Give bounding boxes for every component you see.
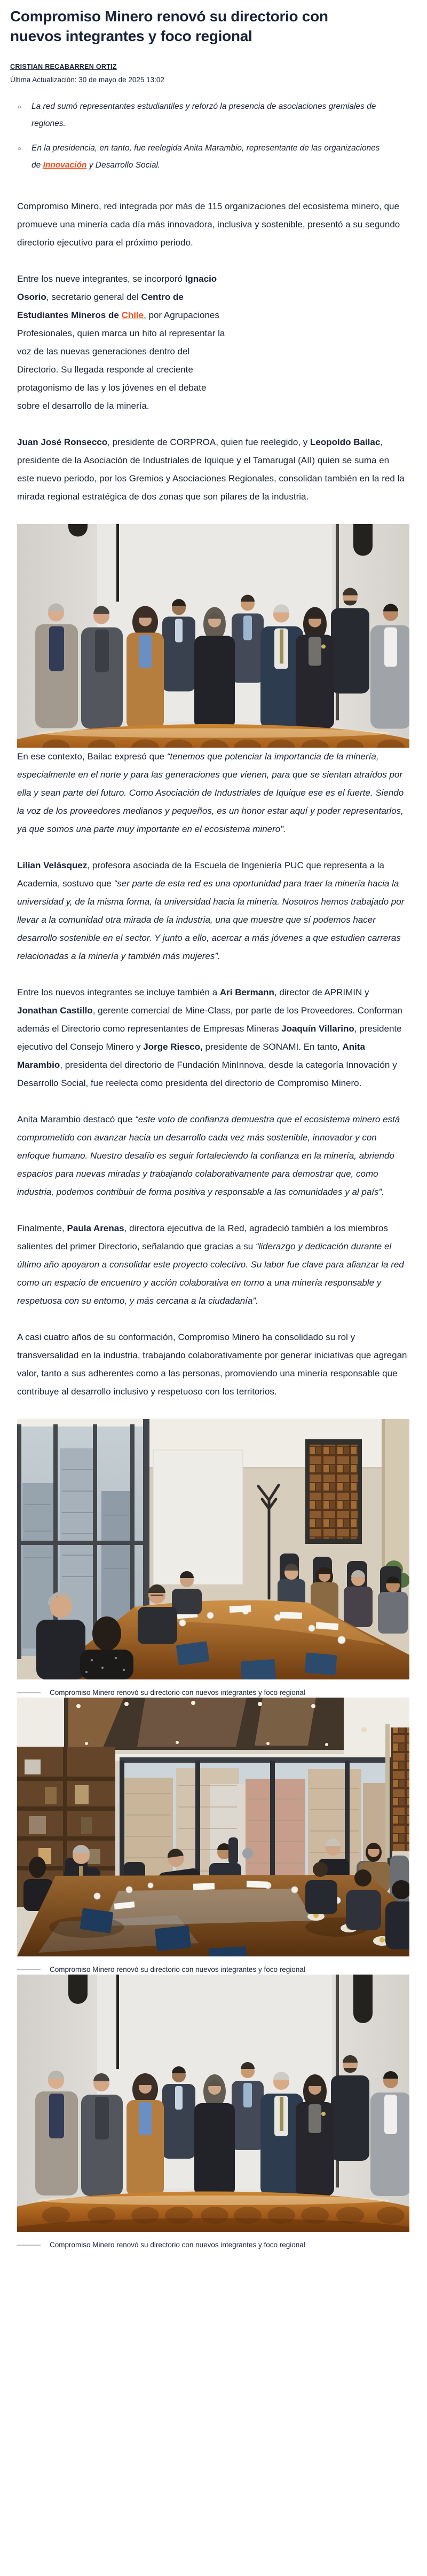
paragraph: Juan José Ronsecco, presidente de CORPROA, quien fue reelegido, y Leopoldo Bailac, presidente de la Asociación de Industriales de Iquique y el Tamarugal (AII) quien se suma en este nuevo periodo, por los Gremios y Asociaciones Regionales, consolidan también en la red la mirada regional estratégica de dos zonas que son pilares de la industria.	[17, 437, 405, 502]
page-title: Compromiso Minero renovó su directorio con nuevos integrantes y foco regional	[10, 8, 328, 44]
city-windows	[120, 1757, 392, 1885]
group-portrait-illustration	[17, 524, 409, 748]
boardroom-meeting-illustration	[17, 1419, 409, 1679]
chile-link[interactable]: Chile	[121, 310, 144, 320]
paragraph: Entre los nueve integrantes, se incorporó Ignacio Osorio, secretario general del Centro de Estudiantes Mineros de Chile, por Agrupaciones Profesionales, quien marca un hito al representar la voz de las nuevas generaciones dentro del Directorio. Su llegada responde al creciente protagonismo de las y los jóvenes en el debate sobre el desarrollo de la minería.	[17, 274, 225, 411]
paragraph: En ese contexto, Bailac expresó que “tenemos que potenciar la importancia de la minería, especialmente en el norte y para las generaciones que vienen, para que se sientan atraídos por ella y sean parte del futuro. Como Asociación de Industriales de Iquique ese es el fuerte. Siendo la voz de los proveedores medianos y pequeños, es un honor estar aquí y poder representarlos, ya que somos una parte muy importante en el ecosistema minero”.	[17, 751, 404, 834]
boardroom-city-windows-illustration	[17, 1698, 409, 1956]
article-header	[10, 6, 409, 174]
article-body	[17, 197, 409, 2250]
paragraph: Lilian Velásquez, profesora asociada de la Escuela de Ingeniería PUC que representa a la Academia, sostuvo que “ser parte de esta red es una oportunidad para traer la minería hacia la universidad y, de la misma forma, la universidad hacia la minería. Nosotros hemos trabajado por llevar a la comunidad otra mirada de la industria, una que muestre que sí podemos hacer desarrollo sostenible en el sector. Y junto a ello, acercar a más jóvenes a que estudien carreras relacionadas a la minería y también más mujeres”.	[17, 860, 405, 961]
paragraph: Compromiso Minero, red integrada por más de 115 organizaciones del ecosistema minero, que promueve una minería cada día más innovadora, inclusiva y sostenible, presentó a su segundo directorio ejecutivo para el próximo periodo.	[17, 201, 400, 248]
updated-timestamp: Última Actualización: 30 de mayo de 2025 13:02	[10, 76, 164, 84]
caption-dash	[17, 1692, 41, 1693]
photo-caption: Compromiso Minero renovó su directorio con nuevos integrantes y foco regional	[17, 2240, 409, 2250]
photo-caption: Compromiso Minero renovó su directorio con nuevos integrantes y foco regional	[17, 1688, 409, 1698]
photo-caption: Compromiso Minero renovó su directorio con nuevos integrantes y foco regional	[17, 1965, 409, 1975]
article-photo-3	[17, 1698, 409, 1975]
paragraph: Entre los nuevos integrantes se incluye también a Ari Bermann, director de APRIMIN y Jonathan Castillo, gerente comercial de Mine-Class, por parte de los Proveedores. Conforman además el Directorio como representantes de Empresas Mineras Joaquín Villarino, presidente ejecutivo del Consejo Minero y Jorge Riesco, presidente de SONAMI. En tanto, Anita Marambio, presidenta del directorio de Fundación MinInnova, desde la categoría Innovación y Desarrollo Social, fue reelecta como presidenta del directorio de Compromiso Minero.	[17, 987, 402, 1088]
artwork	[305, 1439, 362, 1544]
group-portrait-illustration	[17, 1975, 409, 2232]
paragraph: Finalmente, Paula Arenas, directora ejecutiva de la Red, agradeció también a los miembros salientes del primer Directorio, señalando que gracias a su “liderazgo y dedicación durante el último año apoyaron a consolidar este proyecto colectivo. Su labor fue clave para afianzar la red como un espacio de encuentro y acción colaborativa en torno a una minería responsable y respetuosa con su entorno, y más cercana a la ciudadanía”.	[17, 1223, 404, 1306]
caption-dash	[17, 1969, 41, 1970]
summary-bullet: ○ La red sumó representantes estudiantiles y reforzó la presencia de asociaciones gremiales de regiones.	[17, 98, 391, 132]
article-photo-4	[17, 1975, 409, 2250]
summary-bullet: ○ En la presidencia, en tanto, fue reelegida Anita Marambio, representante de las organizaciones de Innovación y Desarrollo Social.	[17, 140, 391, 174]
paragraph: A casi cuatro años de su conformación, Compromiso Minero ha consolidado su rol y transversalidad en la industria, trabajando colaborativamente por generar iniciativas que agregan valor, tanto a sus adherentes como a las personas, promoviendo una minería responsable que contribuye al desarrollo inclusivo y respetuoso con los territorios.	[17, 1332, 407, 1397]
author-byline[interactable]: CRISTIAN RECABARREN ORTIZ	[10, 63, 117, 70]
table	[17, 2192, 409, 2232]
innovacion-link[interactable]: Innovación	[43, 161, 87, 170]
article-photo-2	[17, 1419, 409, 1698]
paragraph: Anita Marambio destacó que “este voto de confianza demuestra que el ecosistema minero está comprometido con avanzar hacia un desarrollo cada vez más sostenible, innovador y con enfoque humano. Nuestro desafío es seguir fortaleciendo la confianza en la minería, abriendo espacios para nuevas miradas y trabajando colaborativamente para demostrar que, como industria, podemos contribuir de forma positiva y responsable a las comunidades y al país”.	[17, 1114, 400, 1197]
article-photo-1	[17, 524, 409, 748]
caption-dash	[17, 2245, 41, 2246]
summary-bullets	[17, 98, 391, 174]
